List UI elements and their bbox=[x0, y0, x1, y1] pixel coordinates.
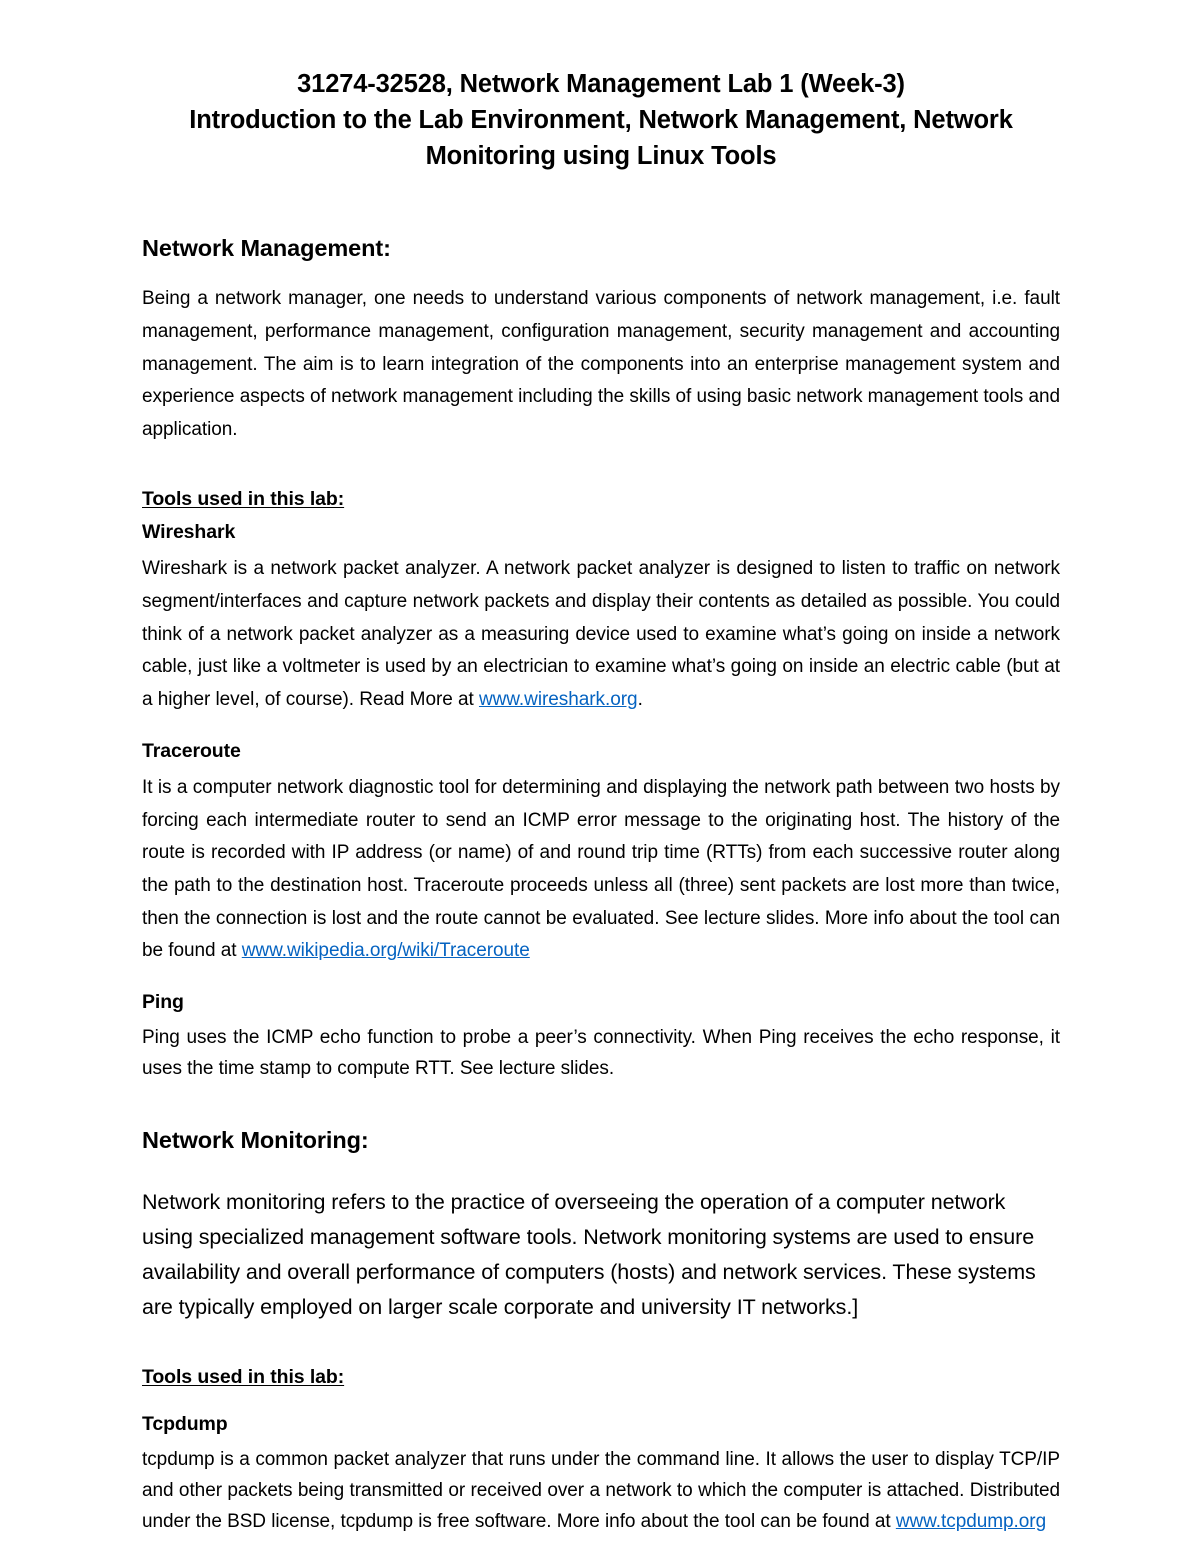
tcpdump-text-before-link: tcpdump is a common packet analyzer that runs under the command line. It allows the user to display TCP/IP and other packets being transmitted or received over a network to which the computer is attached. Distributed under the BSD license, tcpdump is free software. More info about the tool can be found at bbox=[142, 1449, 1060, 1532]
title-line-1: 31274-32528, Network Management Lab 1 (Week-3) bbox=[297, 70, 905, 98]
title-line-3: Monitoring using Linux Tools bbox=[425, 142, 777, 171]
heading-tools-used-1: Tools used in this lab: bbox=[142, 487, 345, 510]
spacer bbox=[142, 447, 1060, 487]
spacer bbox=[142, 1085, 1060, 1125]
spacer bbox=[142, 1390, 1060, 1412]
link-wikipedia-traceroute[interactable]: www.wikipedia.org/wiki/Traceroute bbox=[241, 940, 530, 962]
paragraph-traceroute bbox=[142, 772, 1060, 968]
link-tcpdump-org[interactable]: www.tcpdump.org bbox=[895, 1510, 1047, 1532]
wireshark-text-before-link: Wireshark is a network packet analyzer. A network packet analyzer is designed to listen to traffic on network segment/interfaces and capture network packets and display their contents as detailed as possible. You could think of a network packet analyzer as a measuring device used to examine what’s going on inside a network cable, just like a voltmeter is used by an electrician to examine what’s going on inside an electric cable (but at a higher level, of course). Read More at bbox=[142, 558, 1060, 710]
heading-tcpdump: Tcpdump bbox=[142, 1413, 228, 1436]
link-wireshark-org[interactable]: www.wireshark.org bbox=[478, 688, 638, 710]
spacer bbox=[142, 1325, 1060, 1365]
heading-ping: Ping bbox=[142, 990, 184, 1013]
paragraph-tcpdump bbox=[142, 1445, 1060, 1537]
paragraph-network-monitoring: Network monitoring refers to the practice of overseeing the operation of a computer network using specialized management software tools. Network monitoring systems are used to ensure availability and overall performance of computers (hosts) and network services. These systems are typically employed on larger scale corporate and university IT networks.] bbox=[142, 1190, 1036, 1319]
heading-traceroute: Traceroute bbox=[142, 739, 241, 762]
heading-tools-used-2: Tools used in this lab: bbox=[142, 1365, 345, 1388]
spacer bbox=[142, 263, 1060, 283]
traceroute-text-before-link: It is a computer network diagnostic tool for determining and displaying the network path between two hosts by forcing each intermediate router to send an ICMP error message to the originating host. The history of the route is recorded with IP address (or name) of and round trip time (RTTs) from each successive router along the path to the destination host. Traceroute proceeds unless all (three) sent packets are lost more than twice, then the connection is lost and the route cannot be evaluated. See lecture slides. More info about the tool can be found at bbox=[142, 776, 1060, 962]
title-line-2: Introduction to the Lab Environment, Network Management, Network bbox=[189, 106, 1013, 135]
spacer bbox=[142, 968, 1060, 990]
spacer bbox=[142, 512, 1060, 520]
paragraph-network-management: Being a network manager, one needs to understand various components of network management, i.e. fault management, performance management, configuration management, security management and accounting management. The aim is to learn integration of the components into an enterprise management system and experience aspects of network management including the skills of using basic network management tools and application. bbox=[142, 288, 1060, 440]
spacer bbox=[142, 1015, 1060, 1023]
wireshark-text-after-link: . bbox=[637, 688, 643, 710]
heading-wireshark: Wireshark bbox=[142, 520, 236, 543]
spacer bbox=[142, 1437, 1060, 1445]
heading-network-monitoring: Network Monitoring: bbox=[142, 1126, 369, 1153]
paragraph-wireshark bbox=[142, 553, 1060, 716]
spacer bbox=[142, 1155, 1060, 1185]
spacer bbox=[142, 764, 1060, 772]
page-title bbox=[142, 66, 1060, 175]
spacer bbox=[142, 717, 1060, 739]
paragraph-ping: Ping uses the ICMP echo function to probe a peer’s connectivity. When Ping receives the echo response, it uses the time stamp to compute RTT. See lecture slides. bbox=[142, 1027, 1060, 1080]
spacer bbox=[142, 545, 1060, 553]
heading-network-management: Network Management: bbox=[142, 234, 391, 261]
spacer bbox=[142, 175, 1060, 233]
